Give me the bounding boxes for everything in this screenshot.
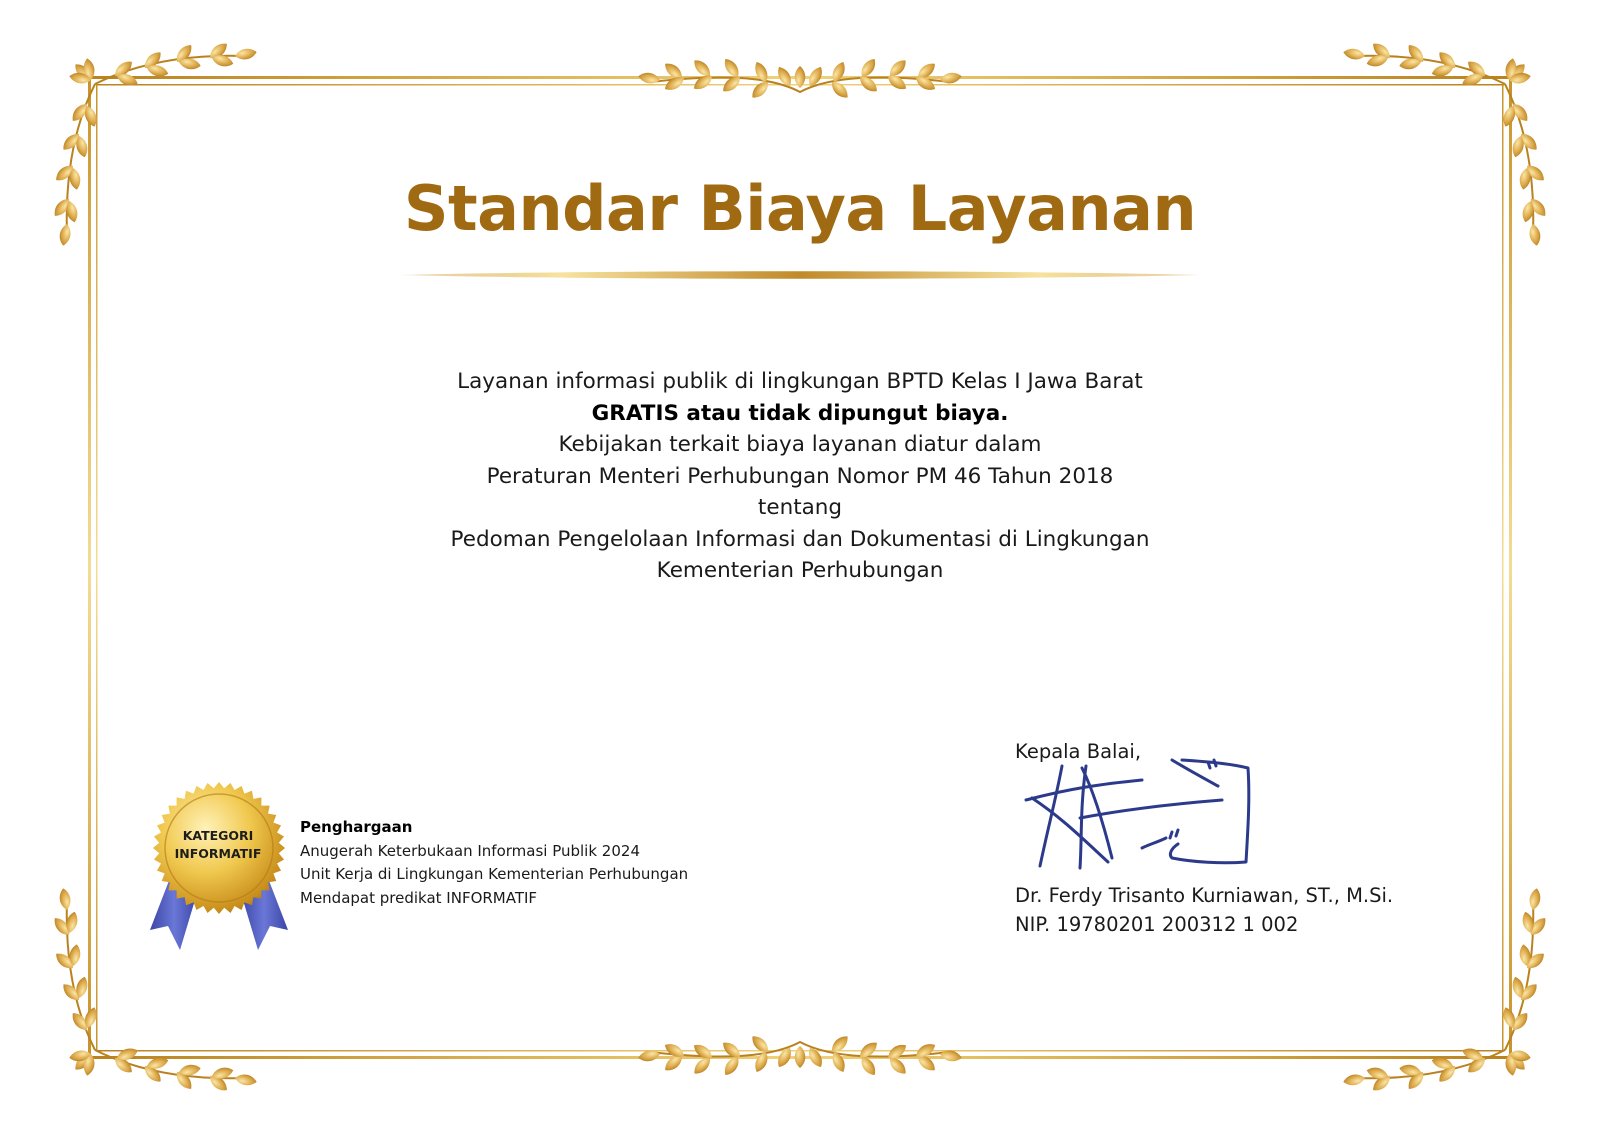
statement-line: Layanan informasi publik di lingkungan BPTD Kelas I Jawa Barat <box>457 369 1143 394</box>
statement-line: Pedoman Pengelolaan Informasi dan Dokumentasi di Lingkungan <box>450 526 1150 552</box>
award-heading: Penghargaan <box>300 818 413 836</box>
signatory-name: Dr. Ferdy Trisanto Kurniawan, ST., M.Si. <box>1015 884 1394 907</box>
policy-statement <box>300 366 1300 587</box>
statement-line: Kementerian Perhubungan <box>656 558 944 583</box>
award-info <box>300 816 688 910</box>
signatory-nip: NIP. 19780201 200312 1 002 <box>1015 913 1299 936</box>
award-line: Mendapat predikat INFORMATIF <box>300 888 538 907</box>
page-title: Standar Biaya Layanan <box>403 172 1197 245</box>
signatory-title: Kepala Balai, <box>1015 740 1142 763</box>
gold-seal-medal-icon <box>150 778 288 958</box>
title-divider <box>400 268 1200 282</box>
statement-line: tentang <box>757 495 843 520</box>
statement-line: Kebijakan terkait biaya layanan diatur dalam <box>558 432 1042 457</box>
medal-label <box>154 827 282 863</box>
award-line: Anugerah Keterbukaan Informasi Publik 2024 <box>300 841 640 860</box>
statement-line: Peraturan Menteri Perhubungan Nomor PM 46 Tahun 2018 <box>486 463 1114 489</box>
medal-label-line: INFORMATIF <box>174 846 262 861</box>
medal-label-line: KATEGORI <box>182 828 254 843</box>
handwritten-signature-icon <box>1022 758 1292 878</box>
statement-emphasis: GRATIS atau tidak dipungut biaya. <box>591 400 1009 426</box>
award-line: Unit Kerja di Lingkungan Kementerian Perhubungan <box>300 865 689 883</box>
